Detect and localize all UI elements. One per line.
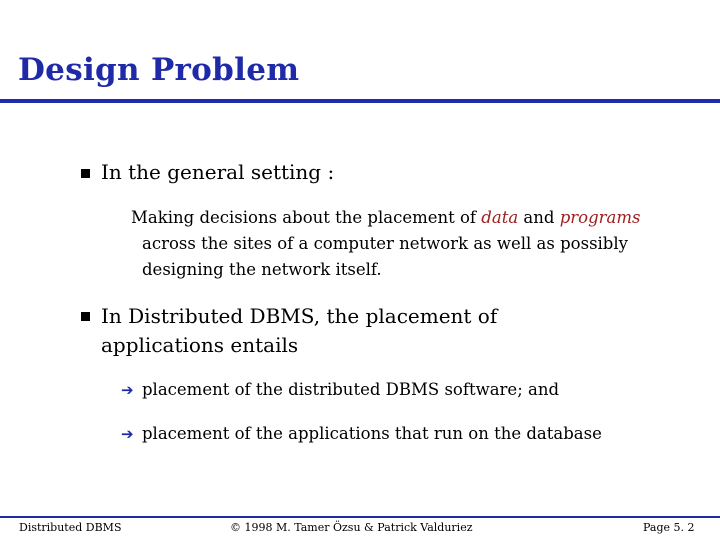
subitem-dbms-software: placement of the distributed DBMS software; and — [142, 380, 560, 399]
bullet-distributed-dbms: In Distributed DBMS, the placement of applications entails — [101, 304, 498, 357]
emphasis-data: data — [481, 208, 519, 227]
page-title: Design Problem — [18, 52, 300, 88]
title-divider — [0, 99, 720, 103]
square-bullet-icon — [81, 169, 90, 178]
arrow-right-icon: ➔ — [121, 381, 134, 399]
footer-page-number: Page 5. 2 — [643, 521, 695, 534]
footer-copyright: © 1998 M. Tamer Özsu & Patrick Valduriez — [230, 521, 473, 534]
square-bullet-icon — [81, 312, 90, 321]
footer-divider — [0, 516, 720, 518]
detail-text-part: Making decisions about the placement of — [131, 208, 482, 227]
general-setting-detail — [131, 205, 662, 283]
arrow-right-icon: ➔ — [121, 425, 134, 443]
subitem-applications: placement of the applications that run on the database — [142, 424, 602, 443]
footer-course-name: Distributed DBMS — [19, 521, 122, 534]
emphasis-programs: programs — [559, 208, 641, 227]
detail-text-part: and — [518, 208, 560, 227]
detail-text-part: across the sites of a computer network as well as possibly designing the network itself. — [142, 234, 628, 279]
bullet-general-setting: In the general setting : — [101, 160, 335, 184]
